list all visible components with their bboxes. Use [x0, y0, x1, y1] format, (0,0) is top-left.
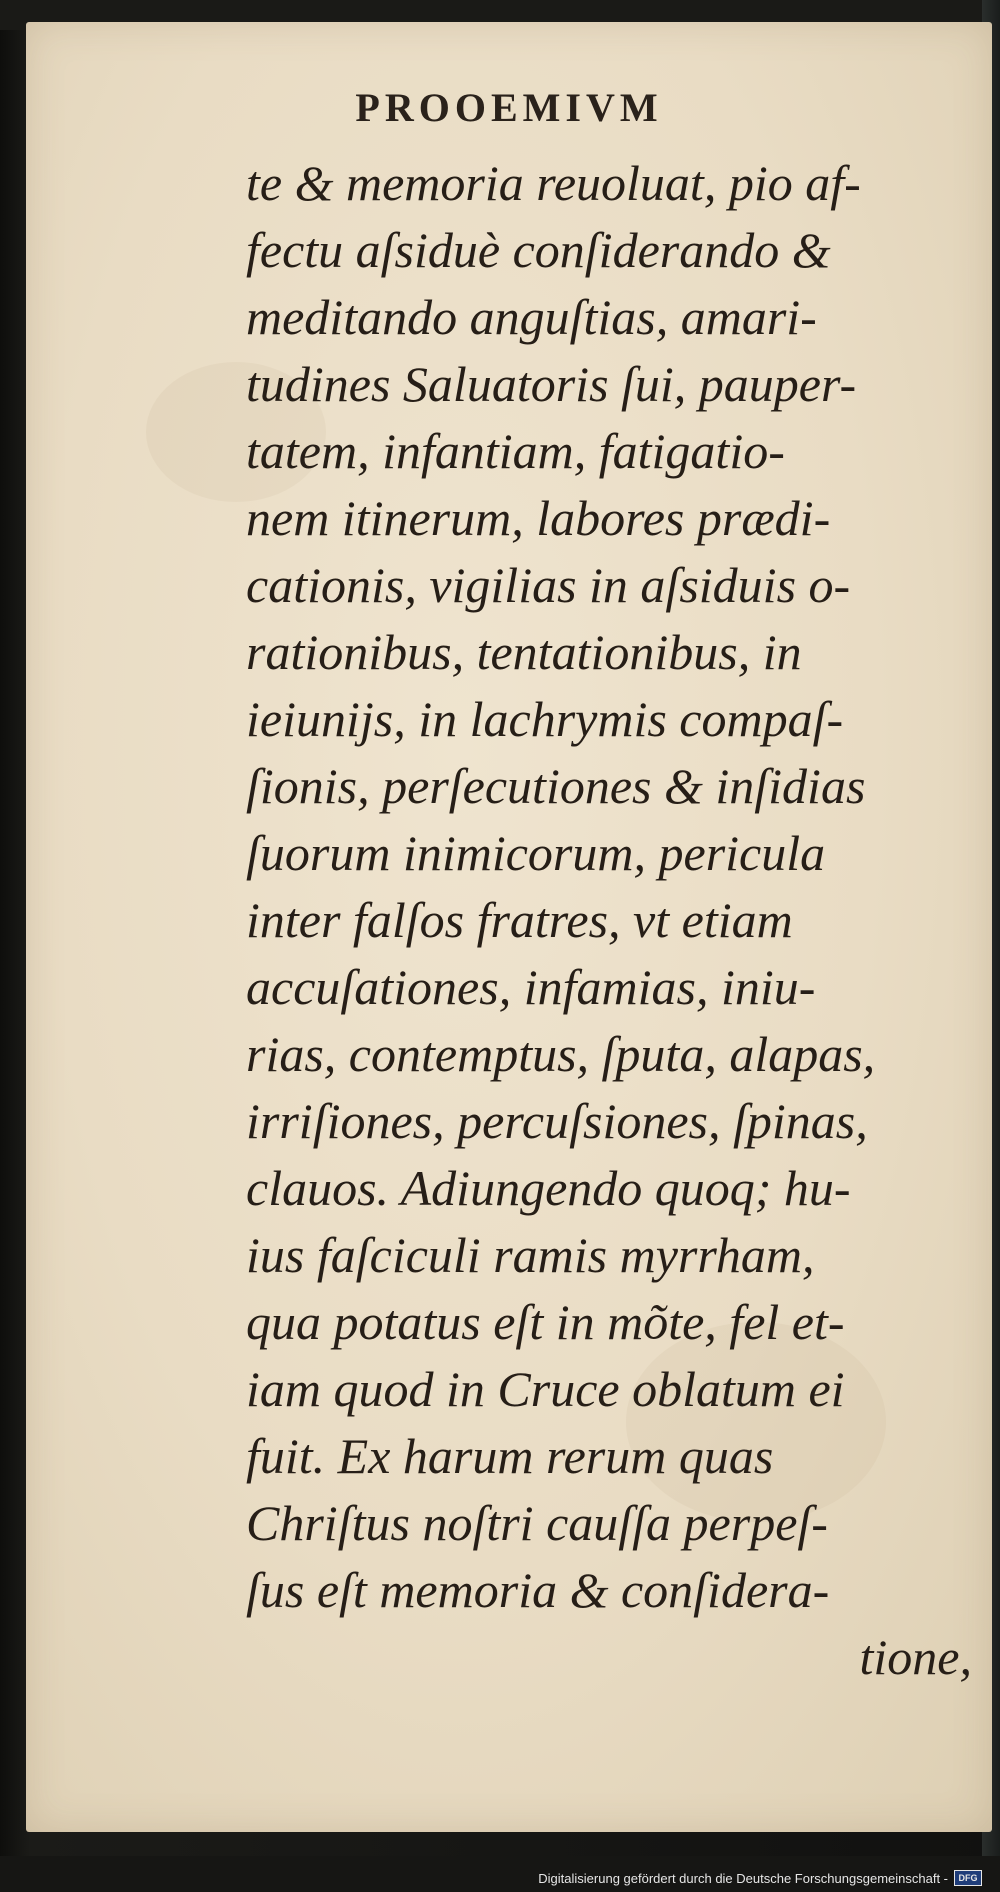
text-line: meditando anguſtias, amari-	[246, 289, 817, 345]
text-line: inter falſos fratres, vt etiam	[246, 892, 793, 948]
text-line: rationibus, tentationibus, in	[246, 624, 802, 680]
digitization-credit	[538, 1870, 982, 1886]
text-line: fuit. Ex harum rerum quas	[246, 1428, 774, 1484]
text-line: clauos. Adiungendo quoq; hu-	[246, 1160, 851, 1216]
text-line: rias, contemptus, ſputa, alapas,	[246, 1026, 876, 1082]
text-line: ſuorum inimicorum, pericula	[246, 825, 826, 881]
page-text	[246, 150, 976, 1691]
dfg-logo-icon: DFG	[954, 1870, 982, 1886]
credit-text: Digitalisierung gefördert durch die Deutsche Forschungsgemeinschaft -	[538, 1870, 948, 1886]
text-line: te & memoria reuoluat, pio af-	[246, 155, 861, 211]
text-line: accuſationes, infamias, iniu-	[246, 959, 816, 1015]
text-line: irriſiones, percuſsiones, ſpinas,	[246, 1093, 868, 1149]
running-head: PROOEMIVM	[355, 85, 663, 130]
text-line: iam quod in Cruce oblatum ei	[246, 1361, 845, 1417]
text-line: ſionis, perſecutiones & inſidias	[246, 758, 866, 814]
text-line: tatem, infantiam, fatigatio-	[246, 423, 785, 479]
text-line: ieiunijs, in lachrymis compaſ-	[246, 691, 844, 747]
catchword: tione,	[859, 1629, 972, 1685]
text-line: tudines Saluatoris ſui, pauper-	[246, 356, 857, 412]
text-line: ius faſciculi ramis myrrham,	[246, 1227, 815, 1283]
text-line: ſus eſt memoria & conſidera-	[246, 1562, 830, 1618]
text-line: nem itinerum, labores prædi-	[246, 490, 831, 546]
text-line: qua potatus eſt in mõte, fel et-	[246, 1294, 845, 1350]
text-line: fectu aſsiduè conſiderando &	[246, 222, 831, 278]
book-page	[26, 22, 992, 1832]
text-line: Chriſtus noſtri cauſſa perpeſ-	[246, 1495, 828, 1551]
text-line: cationis, vigilias in aſsiduis o-	[246, 557, 851, 613]
